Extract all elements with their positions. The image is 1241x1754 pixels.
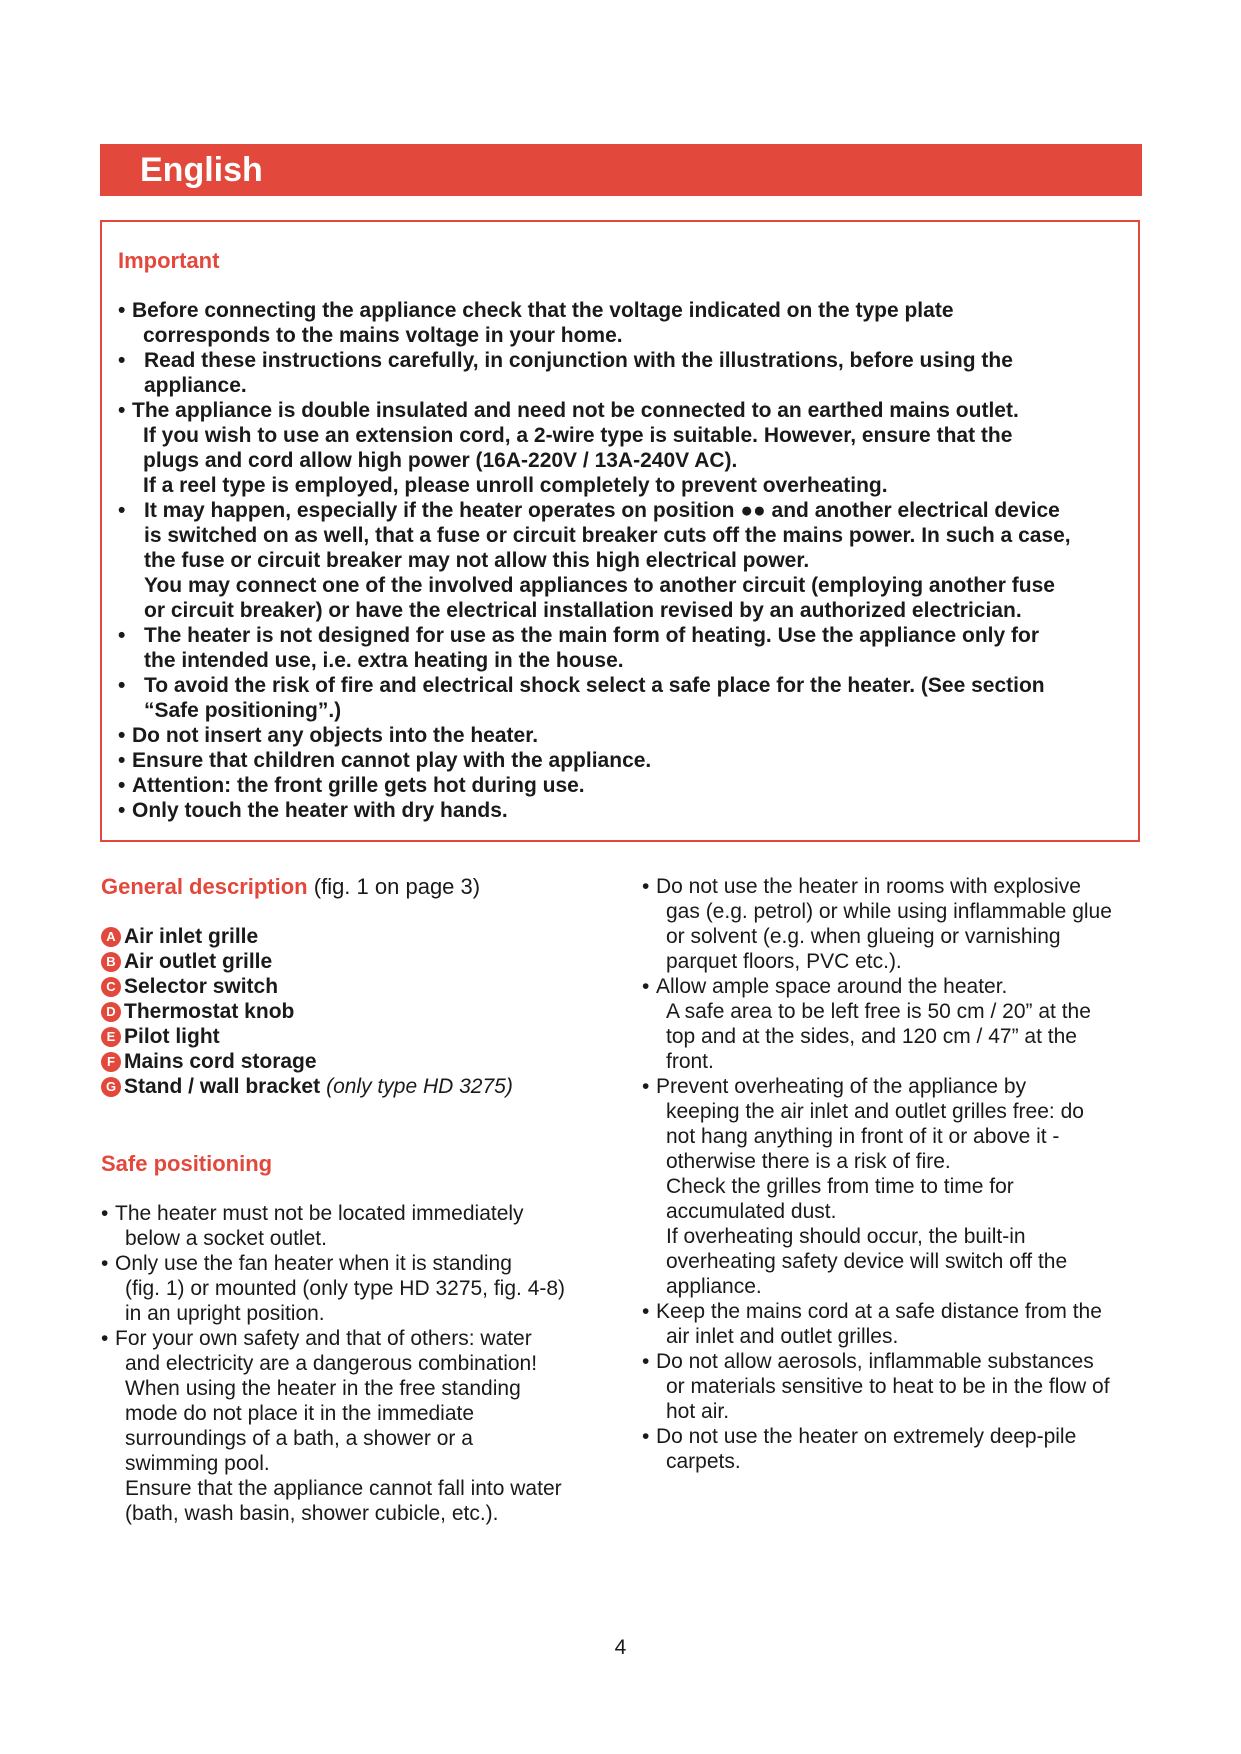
text-line: below a socket outlet. [125,1227,327,1250]
important-item [116,623,1126,673]
part-label: Thermostat knob [124,1000,295,1023]
safe-positioning-item [101,1326,621,1526]
safety-item [642,874,1152,974]
part-letter-badge: E [101,1027,121,1047]
text-line: Keep the mains cord at a safe distance from the [656,1300,1102,1323]
text-line: Prevent overheating of the appliance by [656,1075,1027,1098]
bullet-mark: • [118,299,126,322]
general-description-heading [101,874,621,899]
bullet-mark: • [642,975,650,998]
text-line: corresponds to the mains voltage in your home. [143,324,623,347]
bullet-mark: • [118,399,126,422]
parts-list [101,924,621,1099]
part-letter-badge: B [101,952,121,972]
text-line: (fig. 1) or mounted (only type HD 3275, fig. 4-8) [125,1277,566,1300]
text-line: It may happen, especially if the heater operates on position ●● and another electrical device [144,499,1060,522]
part-label: Air inlet grille [124,925,259,948]
part-item [101,974,621,999]
text-line: overheating safety device will switch off the [666,1250,1068,1273]
part-letter-badge: A [101,927,121,947]
text-line: keeping the air inlet and outlet grilles free: do [666,1100,1084,1123]
part-item [101,1049,621,1074]
important-item [116,798,1126,823]
text-line: top and at the sides, and 120 cm / 47” at the [666,1025,1077,1048]
safety-item [642,1424,1152,1474]
bullet-mark: • [101,1327,109,1350]
text-line: the fuse or circuit breaker may not allow this high electrical power. [144,549,810,572]
text-line: You may connect one of the involved appliances to another circuit (employing another fuse [144,574,1055,597]
important-item [116,748,1126,773]
right-column [642,874,1152,1474]
bullet-mark: • [642,1350,650,1373]
text-line: To avoid the risk of fire and electrical shock select a safe place for the heater. (See section [144,674,1045,697]
bullet-mark: • [118,749,126,772]
bullet-mark: • [101,1202,109,1225]
part-label: Pilot light [124,1025,220,1048]
important-item [116,723,1126,748]
text-line: A safe area to be left free is 50 cm / 20” at the [666,1000,1091,1023]
text-line: Read these instructions carefully, in conjunction with the illustrations, before using the [144,349,1013,372]
text-line: Only touch the heater with dry hands. [132,799,508,822]
bullet-mark: • [118,799,126,822]
part-note: (only type HD 3275) [326,1075,513,1098]
text-line: accumulated dust. [666,1200,837,1223]
text-line: For your own safety and that of others: water [115,1327,532,1350]
general-description-ref: (fig. 1 on page 3) [313,874,481,899]
part-letter-badge: D [101,1002,121,1022]
text-line: the intended use, i.e. extra heating in the house. [144,649,624,672]
part-letter-badge: G [101,1077,121,1097]
part-item [101,949,621,974]
bullet-mark: • [118,624,126,647]
part-item [101,1074,621,1099]
text-line: mode do not place it in the immediate [125,1402,475,1425]
bullet-mark: • [642,1075,650,1098]
text-line: carpets. [666,1450,741,1473]
bullet-mark: • [118,724,126,747]
bullet-mark: • [118,674,126,697]
general-description-title: General description [101,874,308,899]
text-line: appliance. [144,374,247,397]
text-line: Check the grilles from time to time for [666,1175,1014,1198]
text-line: Do not use the heater in rooms with explosive [656,875,1081,898]
text-line: The heater is not designed for use as the main form of heating. Use the appliance only for [144,624,1039,647]
bullet-mark: • [642,1425,650,1448]
text-line: The appliance is double insulated and need not be connected to an earthed mains outlet. [132,399,1019,422]
bullet-mark: • [642,875,650,898]
safety-instructions-list [642,874,1152,1474]
text-line: “Safe positioning”.) [144,699,342,722]
text-line: air inlet and outlet grilles. [666,1325,899,1348]
text-line: otherwise there is a risk of fire. [666,1150,951,1173]
text-line: Before connecting the appliance check that the voltage indicated on the type plate [132,299,954,322]
language-banner [100,144,1142,196]
safety-item [642,1349,1152,1424]
text-line: Ensure that children cannot play with the appliance. [132,749,652,772]
text-line: Allow ample space around the heater. [656,975,1008,998]
part-letter-badge: F [101,1052,121,1072]
safe-positioning-item [101,1201,621,1251]
important-notice-box [100,220,1140,842]
part-letter-badge: C [101,977,121,997]
text-line: or solvent (e.g. when glueing or varnishing [666,925,1061,948]
part-item [101,999,621,1024]
important-item [116,398,1126,498]
safe-positioning-heading: Safe positioning [101,1151,273,1176]
safety-item [642,1074,1152,1299]
text-line: Do not use the heater on extremely deep-pile [656,1425,1077,1448]
text-line: Attention: the front grille gets hot during use. [132,774,585,797]
language-title: English [140,151,263,189]
text-line: If a reel type is employed, please unroll completely to prevent overheating. [143,474,888,497]
text-line: plugs and cord allow high power (16A-220V / 13A-240V AC). [143,449,738,472]
page-number: 4 [614,1636,627,1659]
safety-item [642,974,1152,1074]
important-heading: Important [118,248,220,273]
important-item [116,348,1126,398]
text-line: surroundings of a bath, a shower or a [125,1427,473,1450]
text-line: hot air. [666,1400,730,1423]
text-line: Do not insert any objects into the heater. [132,724,539,747]
part-label: Selector switch [124,975,279,998]
bullet-mark: • [118,774,126,797]
text-line: or materials sensitive to heat to be in the flow of [666,1375,1110,1398]
text-line: in an upright position. [125,1302,325,1325]
important-item [116,498,1126,623]
text-line: is switched on as well, that a fuse or circuit breaker cuts off the mains power. In such a case, [144,524,1071,547]
text-line: If overheating should occur, the built-in [666,1225,1026,1248]
safe-positioning-item [101,1251,621,1326]
part-label: Mains cord storage [124,1050,317,1073]
text-line: or circuit breaker) or have the electrical installation revised by an authorized electrician. [144,599,1022,622]
bullet-mark: • [118,349,126,372]
text-line: (bath, wash basin, shower cubicle, etc.). [125,1502,499,1525]
bullet-mark: • [101,1252,109,1275]
text-line: front. [666,1050,714,1073]
text-line: not hang anything in front of it or above it - [666,1125,1060,1148]
text-line: and electricity are a dangerous combination! [125,1352,538,1375]
text-line: gas (e.g. petrol) or while using inflammable glue [666,900,1112,923]
text-line: Ensure that the appliance cannot fall into water [125,1477,562,1500]
text-line: Only use the fan heater when it is standing [115,1252,512,1275]
text-line: When using the heater in the free standing [125,1377,521,1400]
bullet-mark: • [118,499,126,522]
text-line: appliance. [666,1275,762,1298]
part-label: Air outlet grille [124,950,273,973]
important-item [116,673,1126,723]
text-line: If you wish to use an extension cord, a 2-wire type is suitable. However, ensure that the [143,424,1013,447]
important-item [116,298,1126,348]
text-line: swimming pool. [125,1452,270,1475]
text-line: parquet floors, PVC etc.). [666,950,902,973]
text-line: Do not allow aerosols, inflammable substances [656,1350,1094,1373]
part-label: Stand / wall bracket [124,1075,321,1098]
important-item [116,773,1126,798]
text-line: The heater must not be located immediately [115,1202,524,1225]
safety-item [642,1299,1152,1349]
bullet-mark: • [642,1300,650,1323]
part-item [101,924,621,949]
part-item [101,1024,621,1049]
safe-positioning-list [101,1201,621,1526]
left-column [101,874,621,1526]
important-list [116,298,1126,823]
